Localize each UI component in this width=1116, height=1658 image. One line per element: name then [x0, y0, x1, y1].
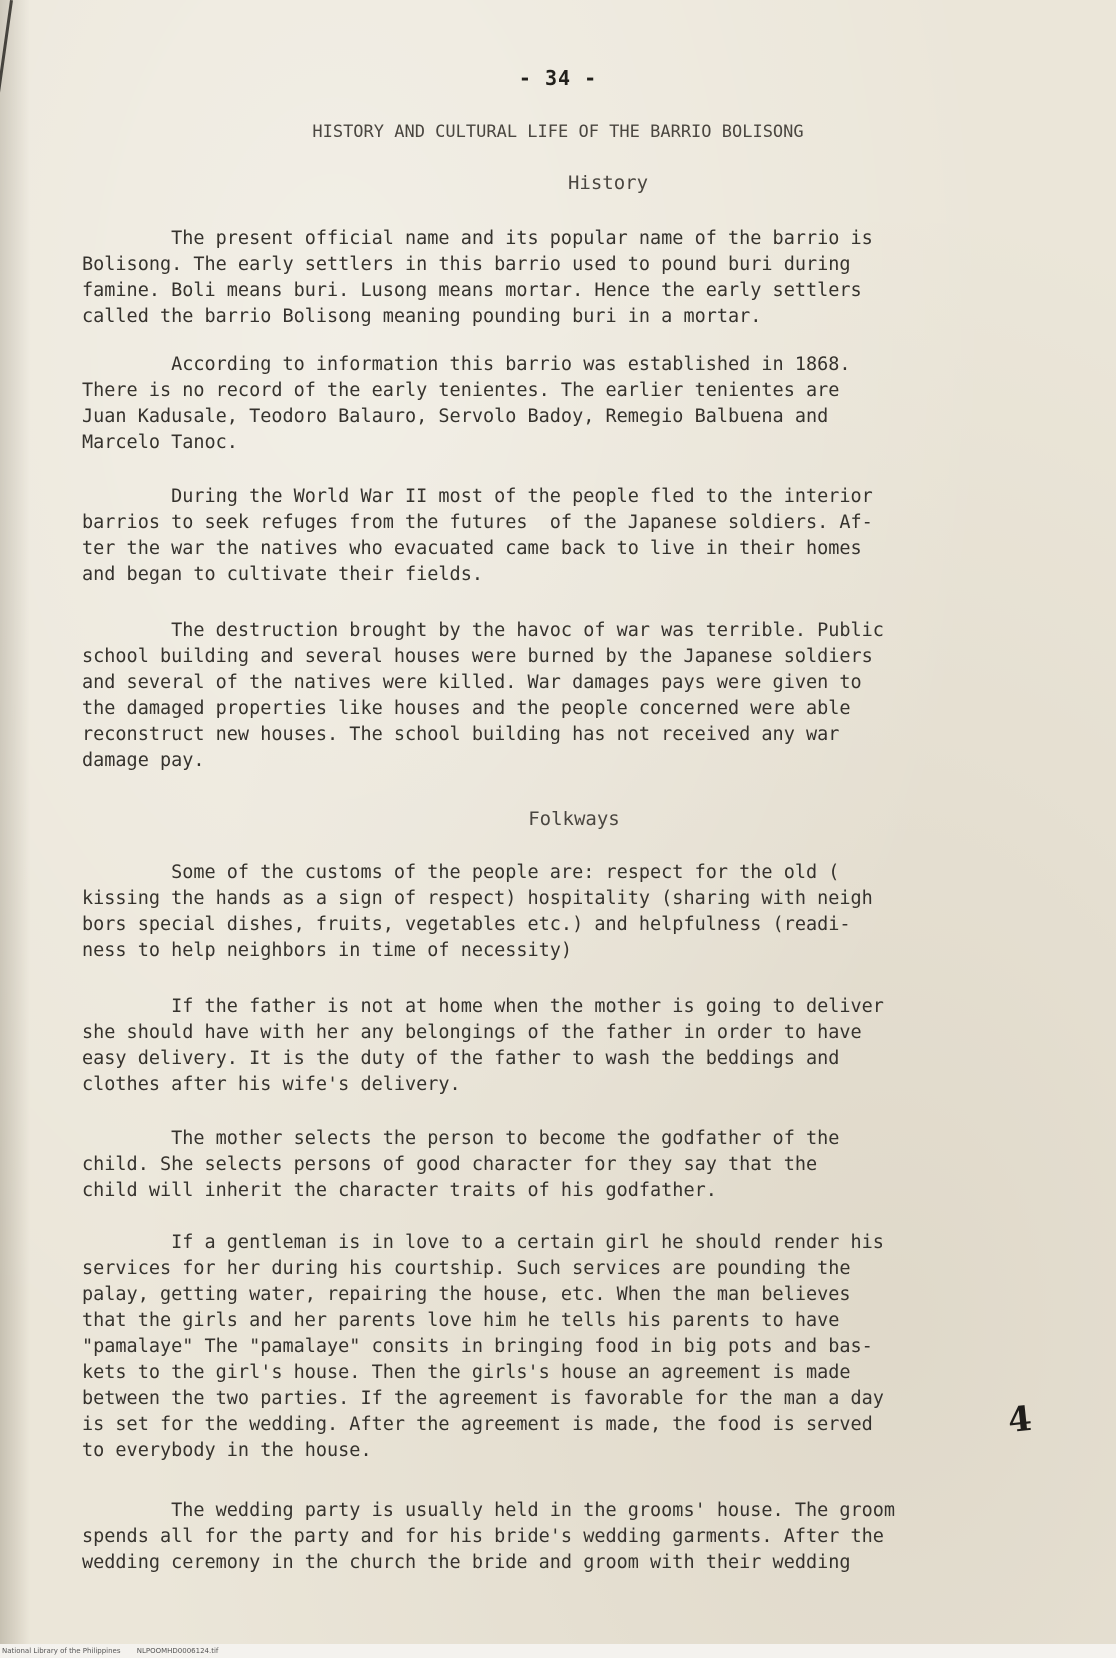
history-paragraph: The destruction brought by the havoc of war was terrible. Public school building and several houses were burned by the Japanese soldiers and several of the natives were killed. War damages pays were given to the damaged properties like houses and the people concerned were able reconstruct new houses. The school building has not received any war damage pay. — [82, 620, 884, 771]
folkways-paragraph: The wedding party is usually held in the grooms' house. The groom spends all for the party and for his bride's wedding garments. After the wedding ceremony in the church the bride and groom with their wedding — [82, 1500, 896, 1573]
document-title: HISTORY AND CULTURAL LIFE OF THE BARRIO BOLISONG — [312, 122, 804, 142]
folkways-paragraph: Some of the customs of the people are: respect for the old ( kissing the hands as a sign of respect) hospitality (sharing with neigh bors special dishes, fruits, vegetables etc.) and helpfulness (readi- ness to help neighbors in time of necessity) — [82, 862, 873, 961]
handwritten-page-mark: 4 — [1005, 1398, 1034, 1442]
folkways-paragraph: If a gentleman is in love to a certain girl he should render his services for her during his courtship. Such services are pounding the palay, getting water, repairing the house, etc. When the man believes that the girls and her parents love him he tells his parents to have "pamalaye" The "pamalaye" consits in bringing food in big pots and bas- kets to the girl's house. Then the girls's house an agreement is made between the two parties. If the agreement is favorable for the man a day is set for the wedding. After the agreement is made, the food is served to everybody in the house. — [82, 1232, 884, 1461]
footer-source: National Library of the Philippines — [2, 1647, 121, 1655]
history-paragraph: The present official name and its popular name of the barrio is Bolisong. The early settlers in this barrio used to pound buri during famine. Boli means buri. Lusong means mortar. Hence the early settlers called the barrio Bolisong meaning pounding buri in a mortar. — [82, 228, 873, 327]
folkways-paragraph: The mother selects the person to become the godfather of the child. She selects persons of good character for they say that the child will inherit the character traits of his godfather. — [82, 1128, 840, 1201]
footer-file: NLPOOMHD0006124.tif — [136, 1647, 219, 1655]
history-paragraph: According to information this barrio was established in 1868. There is no record of the early tenientes. The earlier tenientes are Juan Kadusale, Teodoro Balauro, Servolo Badoy, Remegio Balbuena and Marcelo Tanoc. — [82, 354, 851, 453]
history-paragraph: During the World War II most of the people fled to the interior barrios to seek refuges from the futures of the Japanese soldiers. Af- ter the war the natives who evacuated came back to live in their homes and began to cultivate their fields. — [82, 486, 873, 585]
section-heading-history: History — [567, 172, 649, 194]
scan-footer — [0, 1644, 1116, 1658]
section-heading-folkways: Folkways — [528, 808, 620, 830]
page-number: - 34 - — [518, 66, 598, 90]
folkways-paragraph: If the father is not at home when the mother is going to deliver she should have with her any belongings of the father in order to have easy delivery. It is the duty of the father to wash the beddings and clothes after his wife's delivery. — [82, 996, 884, 1095]
